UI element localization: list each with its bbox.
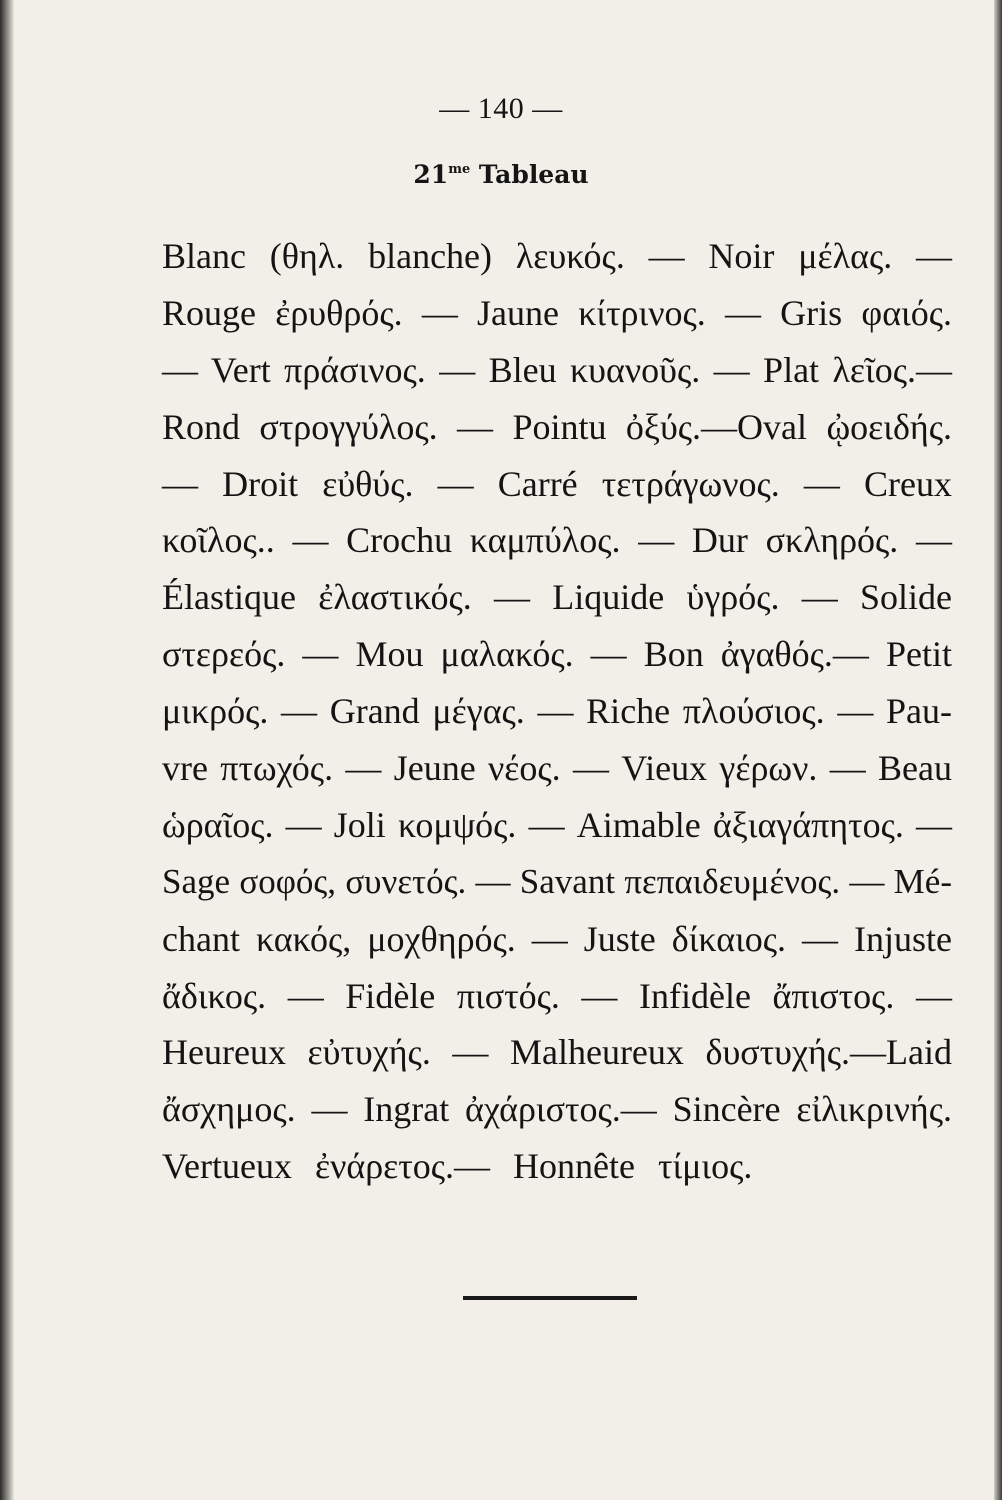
text-line: Élastique ἐλαστικός. — Liquide ὑγρός. — Solide [162,577,952,618]
page-edge-left [0,0,14,1500]
text-line: Rond στρογγύλος. — Pointu ὀξύς.—Oval ᾠοειδής. [162,406,952,447]
text-line: Vertueux ἐνάρετος.— Honnête τίμιος. [162,1146,753,1187]
text-line: ὡραῖος. — Joli κομψός. — Aimable ἀξιαγάπητος. — [162,804,952,845]
page-number: — 140 — [439,92,563,125]
text-line: vre πτωχός. — Jeune νέος. — Vieux γέρων. — Beau [162,748,952,789]
text-line: — Droit εὐθύς. — Carré τετράγωνος. — Creux [162,463,952,504]
title-word: Tableau [470,160,589,189]
text-line: chant κακός, μοχθηρός. — Juste δίκαιος. — Injuste [162,918,952,959]
text-line: στερεός. — Mou μαλακός. — Bon ἀγαθός.— Petit [162,634,952,675]
text-line: Sage σοφός, συνετός. — Savant πεπαιδευμένος. — Mé- [162,861,952,901]
section-title [0,160,1002,189]
title-number: 21 [413,160,449,189]
title-ordinal-suffix: me [448,162,471,177]
section-end-rule [463,1296,637,1300]
text-line: κοῖλος.. — Crochu καμπύλος. — Dur σκληρός. — [162,520,953,561]
vocabulary-text-block [162,228,952,1195]
text-line: Heureux εὐτυχής. — Malheureux δυστυχής.—Laid [162,1032,952,1073]
text-line: ἄσχημος. — Ingrat ἀχάριστος.— Sincère εἰλικρινής. [162,1089,952,1130]
text-line: ἄδικος. — Fidèle πιστός. — Infidèle ἄπιστος. — [162,975,952,1016]
text-line: Rouge ἐρυθρός. — Jaune κίτρινος. — Gris φαιός. [162,292,952,333]
page-edge-right [994,0,1002,1500]
text-line: — Vert πράσινος. — Bleu κυανοῦς. — Plat λεῖος.— [162,349,952,390]
text-line: μικρός. — Grand μέγας. — Riche πλούσιος. — Pau- [162,691,952,732]
text-line: Blanc (θηλ. blanche) λευκός. — Noir μέλας. — [162,236,952,276]
